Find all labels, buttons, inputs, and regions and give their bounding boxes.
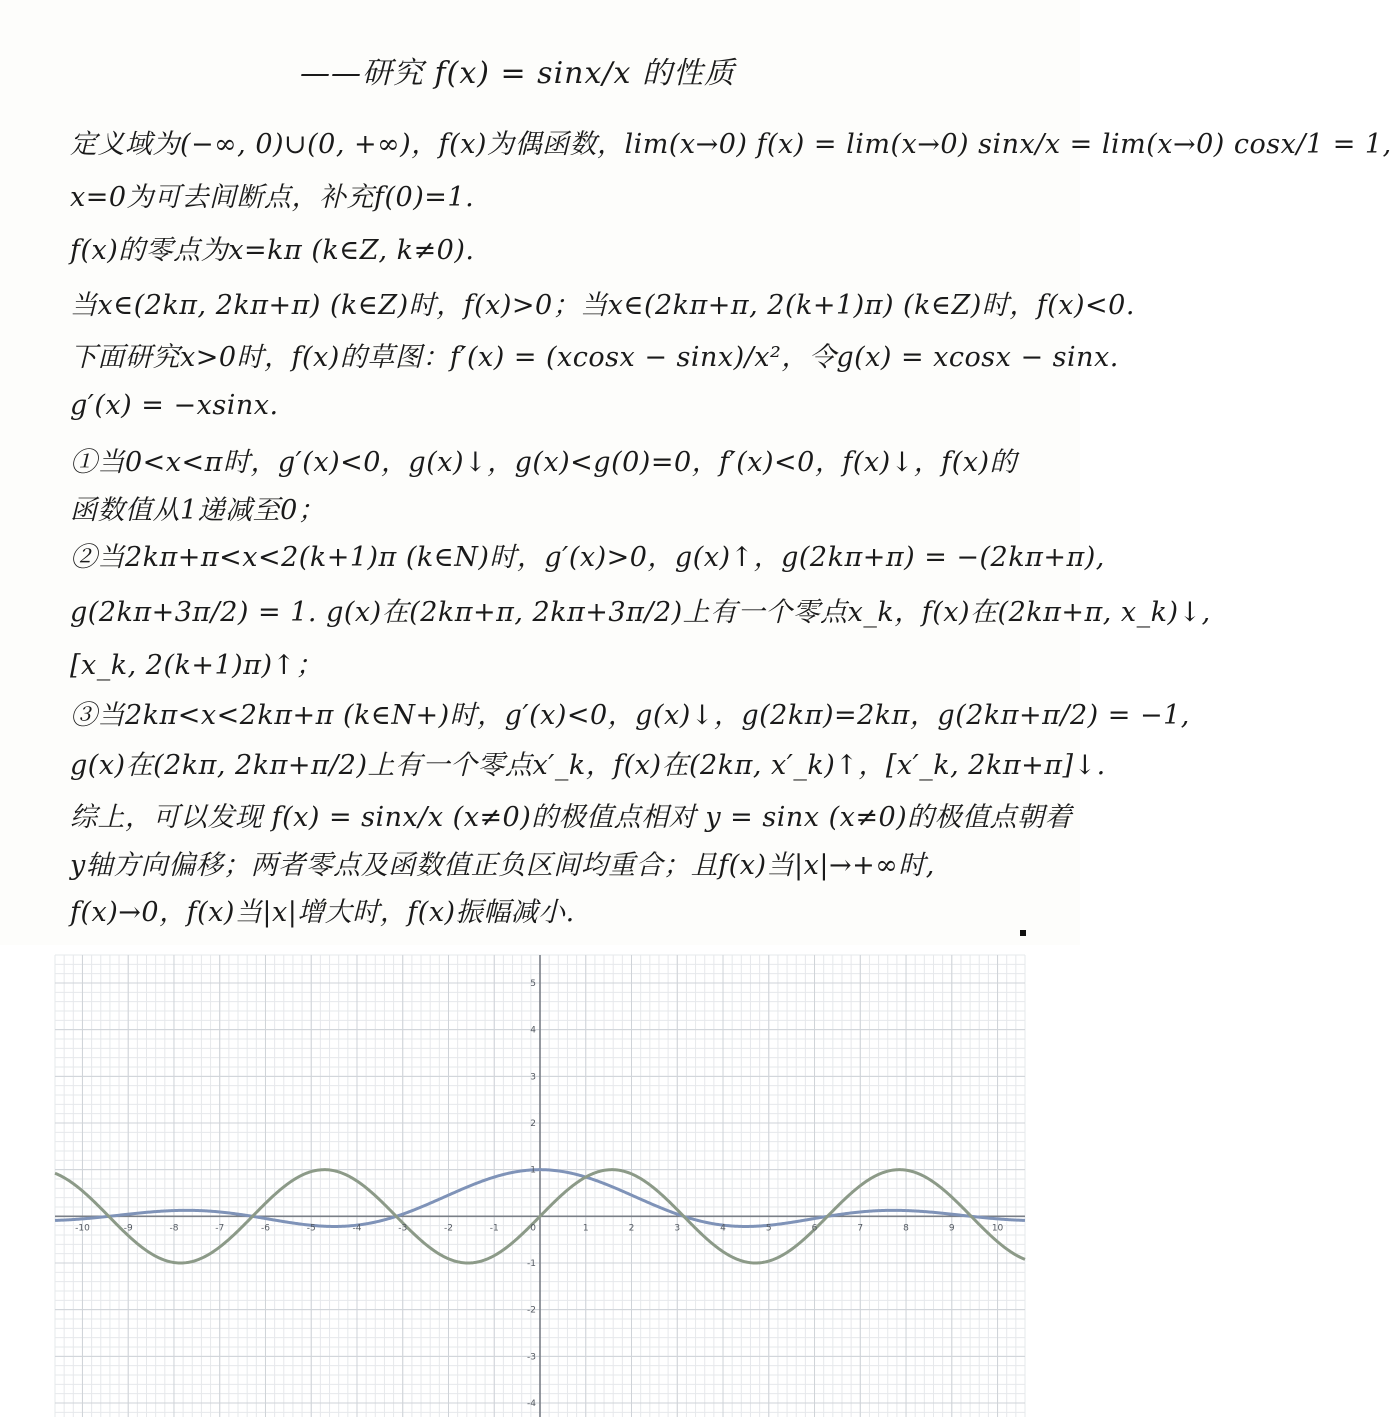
x-tick-label: 9 [948, 1223, 955, 1234]
x-tick-label: 8 [903, 1223, 909, 1234]
y-tick-label: 2 [530, 1119, 536, 1129]
y-tick-label: -2 [527, 1305, 536, 1316]
y-tick-label: 3 [530, 1072, 536, 1083]
notes-line-7: ①当0<x<π时，g′(x)<0，g(x)↓，g(x)<g(0)=0，f′(x)<0，f(x)↓，f(x)的 [70, 447, 1018, 478]
x-tick-label: 7 [857, 1223, 864, 1234]
notes-line-15: y轴方向偏移；两者零点及函数值正负区间均重合；且f(x)当|x|→+∞时, [70, 850, 935, 881]
notes-line-2: x=0为可去间断点，补充f(0)=1. [70, 182, 475, 213]
function-graph [55, 955, 1025, 1417]
notes-line-14: 综上，可以发现 f(x) = sinx/x (x≠0)的极值点相对 y = sinx (x≠0)的极值点朝着 [70, 802, 1073, 833]
y-tick-label: -1 [527, 1259, 536, 1269]
y-tick-label: 1 [530, 1165, 536, 1176]
x-tick-label: 1 [582, 1223, 589, 1234]
x-tick-label: -1 [489, 1223, 499, 1234]
x-tick-label: -10 [75, 1223, 90, 1234]
notes-line-12: ③当2kπ<x<2kπ+π (k∈N+)时，g′(x)<0，g(x)↓，g(2kπ)=2kπ，g(2kπ+π/2) = −1, [70, 700, 1190, 731]
notes-line-16: f(x)→0，f(x)当|x|增大时，f(x)振幅减小. [70, 897, 575, 928]
notes-line-3: f(x)的零点为x=kπ (k∈Z, k≠0). [70, 235, 475, 266]
x-tick-label: 10 [991, 1223, 1004, 1234]
x-tick-label: -3 [398, 1223, 408, 1234]
notes-line-5: 下面研究x>0时，f(x)的草图：f′(x) = (xcosx − sinx)/x²，令g(x) = xcosx − sinx. [70, 342, 1119, 373]
notes-line-13: g(x)在(2kπ, 2kπ+π/2)上有一个零点x′_k，f(x)在(2kπ, x′_k)↑，[x′_k, 2kπ+π]↓. [70, 750, 1106, 781]
graph-svg [55, 955, 1025, 1417]
x-tick-label: 2 [628, 1223, 635, 1234]
notes-line-10: g(2kπ+3π/2) = 1. g(x)在(2kπ+π, 2kπ+3π/2)上有一个零点x_k，f(x)在(2kπ+π, x_k)↓, [70, 597, 1211, 628]
axes [55, 955, 1025, 1417]
ink-dot [1020, 930, 1026, 936]
x-tick-label: -9 [123, 1223, 133, 1234]
notes-title: ——研究 f(x) = sinx/x 的性质 [300, 56, 735, 91]
x-tick-label: 3 [674, 1223, 681, 1234]
y-tick-label: -4 [527, 1399, 536, 1409]
x-tick-label: 6 [811, 1223, 818, 1234]
x-tick-label: -7 [215, 1223, 225, 1234]
notes-line-11: [x_k, 2(k+1)π)↑； [70, 650, 324, 681]
notes-line-1: 定义域为(−∞, 0)∪(0, +∞)，f(x)为偶函数，lim(x→0) f(x) = lim(x→0) sinx/x = lim(x→0) cosx/1 = 1, [70, 129, 1392, 160]
origin-label: 0 [530, 1223, 536, 1234]
x-tick-label: -5 [306, 1223, 316, 1234]
notes-line-4: 当x∈(2kπ, 2kπ+π) (k∈Z)时，f(x)>0；当x∈(2kπ+π, 2(k+1)π) (k∈Z)时，f(x)<0. [70, 290, 1135, 321]
x-tick-label: 4 [720, 1223, 726, 1234]
y-tick-label: 5 [530, 979, 536, 989]
y-tick-label: -3 [527, 1352, 536, 1363]
x-tick-label: -6 [260, 1223, 270, 1234]
x-tick-label: -4 [352, 1223, 362, 1234]
x-tick-label: 5 [765, 1223, 772, 1234]
y-tick-label: 4 [530, 1025, 536, 1036]
notes-line-9: ②当2kπ+π<x<2(k+1)π (k∈N)时，g′(x)>0，g(x)↑，g(2kπ+π) = −(2kπ+π), [70, 542, 1105, 573]
notes-line-8: 函数值从1递减至0； [70, 495, 326, 526]
x-tick-label: -8 [169, 1223, 179, 1234]
notes-line-6: g′(x) = −xsinx. [70, 390, 279, 421]
x-tick-label: -2 [443, 1223, 453, 1234]
